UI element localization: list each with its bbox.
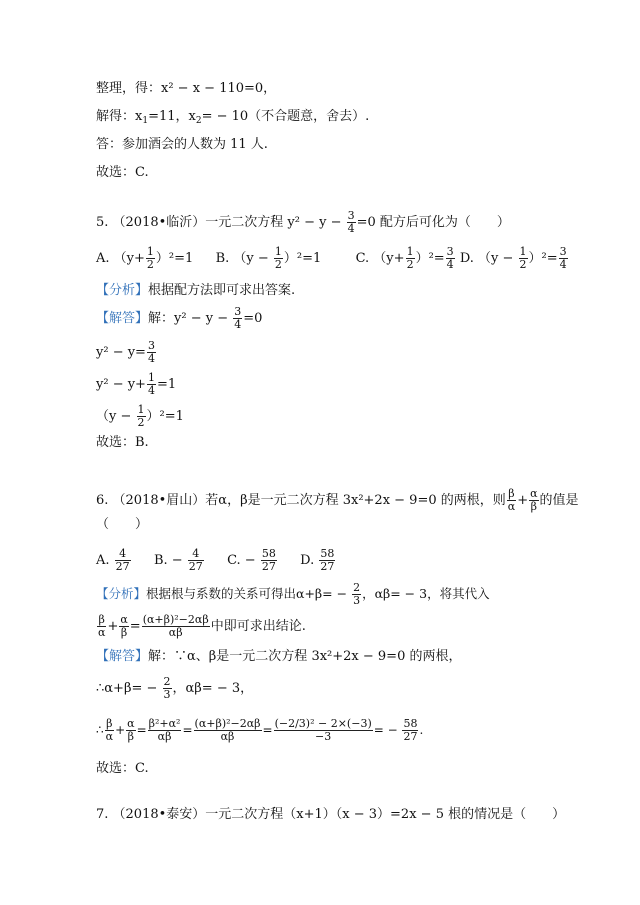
q6-stem-den2: β [530, 500, 537, 513]
q5-options [96, 246, 569, 271]
q6-sol3-eq4: = − [373, 723, 402, 737]
prev-line-1: 整理，得：x² − x − 110=0， [96, 81, 277, 96]
q6-an2-b: 中即可求出结论. [210, 619, 306, 634]
q5-sol3-den: 4 [147, 384, 155, 397]
q6-an2-frac1 [97, 614, 106, 639]
q5-stem [96, 210, 510, 235]
q6-opt-b-den: 27 [188, 560, 203, 573]
prev-l2-a: 解得：x [96, 109, 143, 124]
q5-sol1-den: 4 [234, 318, 242, 331]
q6-sol3-den6: 27 [403, 730, 418, 743]
q5-solution-1 [96, 306, 262, 331]
q5-sol1-b: =0 [243, 311, 263, 326]
q5-opt-a-tail: ）²=1 [155, 251, 194, 266]
q6-analysis-tag: 【分析】 [96, 586, 147, 601]
q5-opt-b-tail: ）²=1 [283, 251, 322, 266]
q5-opt-b-den: 2 [274, 258, 282, 271]
q6-opt-a-den: 27 [115, 560, 130, 573]
q5-analysis-tag: 【分析】 [96, 283, 149, 298]
q5-sol3-a: y² − y+ [96, 377, 146, 392]
prev-l2-sub2: 2 [195, 116, 202, 126]
q5-analysis [96, 282, 295, 300]
q5-opt-c-frac [406, 246, 415, 271]
q7-stem: 7. （2018•泰安）一元二次方程（x+1）（x − 3）=2x − 5 根的情况是（ ） [96, 807, 566, 822]
q6-an2-num2: α [120, 613, 128, 626]
q6-opt-a-frac [115, 548, 131, 573]
prev-l2-sub1: 1 [142, 116, 149, 126]
q5-sol4-frac [137, 404, 146, 429]
q6-sol3-den1: α [105, 730, 114, 743]
q6-sol3-frac6 [402, 718, 418, 743]
q6-sol3-den5: −3 [315, 730, 332, 743]
q6-sol3-eq1: = [136, 723, 147, 737]
q6-an2-den3: αβ [168, 626, 183, 639]
q6-sol3-den4: αβ [220, 730, 235, 743]
q6-solution-3 [96, 718, 423, 743]
q6-an2-plus: + [107, 619, 119, 634]
q5-opt-a-num: 1 [146, 245, 154, 258]
q6-an2-eq: = [129, 619, 141, 634]
q6-sol3-frac1 [105, 718, 114, 743]
q5-sol2-den: 4 [147, 352, 155, 365]
q6-analysis-1 [96, 582, 490, 607]
q6-analysis-frac [352, 582, 361, 607]
q6-options [96, 548, 336, 573]
q6-sol1-text: 解：∵α、β是一元二次方程 3x²+2x − 9=0 的两根， [148, 649, 462, 664]
q6-sol3-frac3 [148, 718, 182, 743]
q5-opt-c-num: 1 [406, 245, 414, 258]
prev-l2-b: =11，x [148, 109, 196, 124]
q6-opt-c-num: 58 [261, 547, 276, 560]
q5-answer: 故选：B. [96, 435, 149, 450]
q6-analysis-a: 根据根与系数的关系可得出α+β= − [146, 586, 352, 601]
q6-opt-c-den: 27 [261, 560, 276, 573]
q5-opt-b-frac [274, 246, 283, 271]
q6-an2-den2: β [120, 626, 128, 639]
q5-opt-d-text: D. （y − [459, 251, 518, 266]
q6-an2-den1: α [98, 626, 106, 639]
q5-sol4-den: 2 [137, 416, 145, 429]
q5-opt-d-num: 1 [519, 245, 527, 258]
q6-stem-frac1 [507, 488, 516, 513]
q6-stem-a: 6. （2018•眉山）若α，β是一元二次方程 3x²+2x − 9=0 的两根，则 [96, 493, 506, 508]
q5-solution-4 [96, 404, 184, 429]
q6-opt-b-frac [188, 548, 204, 573]
q6-opt-b-num: 4 [188, 548, 204, 561]
q5-sol3-b: =1 [156, 377, 177, 392]
q5-opt-d-den2: 4 [559, 258, 567, 271]
q5-sol4-a: （y − [96, 409, 136, 424]
q6-sol3-frac4 [194, 718, 262, 743]
q6-an2-num3: (α+β)²−2αβ [142, 613, 209, 626]
q6-sol3-den3: αβ [157, 730, 172, 743]
q5-sol1-num: 3 [234, 305, 242, 318]
q5-opt-b-text: B. （y − [215, 251, 273, 266]
q6-opt-d-den: 27 [320, 560, 335, 573]
q6-analysis-b: ，αβ= − 3，将其代入 [362, 586, 490, 601]
q6-sol3-a: ∴ [96, 723, 104, 737]
q5-opt-c-den2: 4 [446, 258, 454, 271]
q6-opt-a-text: A. [96, 553, 114, 568]
q6-stem [96, 488, 579, 513]
q6-sol3-plus: + [115, 723, 126, 737]
q5-opt-c-den: 2 [406, 258, 414, 271]
q5-opt-c-frac2 [446, 246, 455, 271]
q5-sol3-num: 1 [147, 371, 155, 384]
q6-opt-b-text: B. − [153, 553, 187, 568]
q6-an2-frac2 [119, 614, 128, 639]
q6-sol3-frac5 [274, 718, 373, 743]
q6-sol2-num: 2 [163, 675, 171, 688]
q6-stem-frac2 [529, 488, 538, 513]
q6-sol3-num5: (−2/3)² − 2×(−3) [274, 717, 372, 730]
q6-sol3-den2: β [127, 730, 135, 743]
q6-sol2-b: ，αβ= − 3， [172, 681, 254, 696]
q6-stem-num2: α [530, 487, 538, 500]
q5-solution-3 [96, 372, 176, 397]
q6-an2-num1: β [98, 613, 105, 626]
q6-sol3-frac2 [126, 718, 135, 743]
q6-stem-b: 的值是 [539, 493, 579, 508]
q6-solution-1 [96, 648, 461, 666]
q6-solution-tag: 【解答】 [96, 649, 149, 664]
q5-sol1-a: 解：y² − y − [148, 311, 233, 326]
prev-l2-c: = − 10（不合题意，舍去）. [201, 109, 370, 124]
q6-opt-d-num: 58 [320, 547, 335, 560]
q6-sol3-eq2: = [182, 723, 193, 737]
q5-sol2-num: 3 [147, 339, 155, 352]
q6-stem-num1: β [508, 487, 515, 500]
q5-opt-c-text: C. （y+ [355, 251, 405, 266]
q6-sol3-num2: α [127, 717, 135, 730]
q6-an2-frac3 [142, 614, 210, 639]
q5-sol3-frac [147, 372, 156, 397]
q6-analysis-den: 3 [353, 594, 361, 607]
q5-stem-frac-num: 3 [347, 209, 355, 222]
q5-opt-d-den: 2 [519, 258, 527, 271]
q5-stem-frac-den: 4 [347, 222, 355, 235]
q5-opt-c-num2: 3 [446, 245, 454, 258]
q5-analysis-text: 根据配方法即可求出答案. [148, 283, 296, 298]
q6-answer: 故选：C. [96, 761, 149, 776]
q6-sol3-end: . [419, 723, 424, 737]
q6-opt-a-num: 4 [115, 548, 131, 561]
q6-solution-2 [96, 676, 253, 701]
q5-sol1-frac [233, 306, 242, 331]
q5-sol2-frac [147, 340, 156, 365]
q6-sol3-num4: (α+β)²−2αβ [194, 717, 261, 730]
q5-sol4-b: ）²=1 [146, 409, 184, 424]
q6-analysis-2 [96, 614, 306, 639]
q5-opt-d-frac [519, 246, 528, 271]
q6-stem-plus: + [517, 493, 529, 508]
prev-line-3: 答：参加酒会的人数为 11 人. [96, 137, 268, 152]
q6-stem-paren: （ ） [96, 517, 149, 532]
q6-opt-c-frac [261, 548, 277, 573]
q5-sol4-num: 1 [137, 403, 145, 416]
q6-sol3-num6: 58 [403, 717, 418, 730]
q6-opt-d-text: D. [300, 553, 319, 568]
q6-sol3-num1: β [106, 717, 113, 730]
q5-opt-d-mid: ）²= [528, 251, 558, 266]
q6-sol2-frac [163, 676, 172, 701]
prev-line-2 [96, 108, 369, 130]
q6-sol2-den: 3 [163, 688, 171, 701]
q6-opt-c-text: C. − [227, 553, 260, 568]
q5-opt-a-frac [146, 246, 155, 271]
q6-stem-den1: α [507, 500, 516, 513]
prev-line-4: 故选：C. [96, 165, 149, 180]
q5-stem-a: 5. （2018•临沂）一元二次方程 y² − y − [96, 215, 346, 230]
q5-opt-b-num: 1 [274, 245, 282, 258]
q6-sol2-a: ∴α+β= − [96, 681, 162, 696]
q5-opt-d-num2: 3 [559, 245, 567, 258]
q6-sol3-eq3: = [262, 723, 273, 737]
q5-sol2-a: y² − y= [96, 345, 146, 360]
q5-solution-tag: 【解答】 [96, 311, 149, 326]
q5-stem-b: =0 配方后可化为（ ） [356, 215, 510, 230]
q6-opt-d-frac [319, 548, 335, 573]
q5-opt-d-frac2 [559, 246, 568, 271]
q6-sol3-num3: β²+α² [148, 717, 181, 730]
q5-solution-2 [96, 340, 157, 365]
q5-opt-c-mid: ）²= [415, 251, 445, 266]
q5-stem-frac [347, 210, 356, 235]
q5-opt-a-den: 2 [146, 258, 154, 271]
q6-analysis-num: 2 [353, 581, 361, 594]
q5-opt-a-text: A. （y+ [96, 251, 145, 266]
